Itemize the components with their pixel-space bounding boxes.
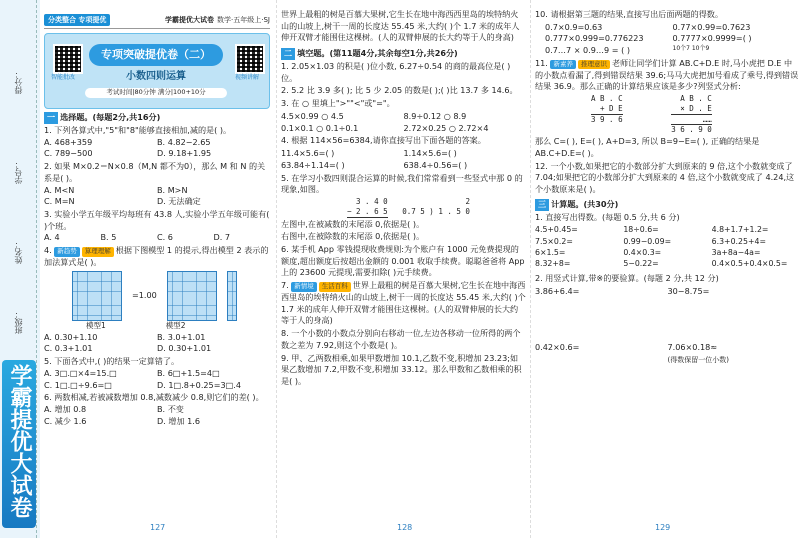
series-name: 学霸提优大试卷 <box>165 16 215 24</box>
grid-model-2-part <box>227 271 237 321</box>
fill-question: 7. 新情境 生活百科 世界上最粗的树是百慕大果树,它生长在地中海西西里岛的埃特纳火山的山坡上,树干一周的长度达 55.45 米,大约( )个 1.7 米的成年人伸开双臂才能围住这棵树。(人的双臂伸展的长大约等于人的身高) <box>281 280 526 326</box>
topbar <box>44 14 270 29</box>
fill-question: 5. 在学习小数四则混合运算的时候,我们常常看到一些竖式中那 0 的现象,如图。 <box>281 172 523 195</box>
qr-code-icon[interactable] <box>235 44 265 74</box>
name-field[interactable]: 姓名： <box>14 240 24 264</box>
fill-line: 左图中,在被减数的末尾添 0,依据是( )。 <box>281 218 425 229</box>
question: 1. 下列各算式中,"5"和"8"能够直接相加,减的是( )。 A. 468+359 B. 4.82−2.65 C. 789−500 D. 9.18+1.95 <box>44 124 232 159</box>
question: 5. 下面各式中,( )的结果一定算错了。 A. 3□.□×4=15.□ B. 6□+1.5=4□ C. 1□.□÷9.6=□ D. 1□.8+0.25=3□.4 <box>44 356 242 390</box>
fill-line: 那么 C=( ), E=( ), A+D=3, 所以 B=9−E=( ), 正确的结果是 AB.C+D.E=( )。 <box>535 136 760 158</box>
header-box <box>44 33 270 109</box>
qr-code-icon[interactable] <box>53 44 83 74</box>
product-items: 11.4×5.6=( ) 1.14×5.6=( ) 63.84÷1.14=( ) 638.4÷0.56=( ) <box>281 148 468 170</box>
page-number: 128 <box>397 523 413 533</box>
grid-model-2 <box>167 271 217 321</box>
exam-info: 考试时间|80分钟 满分|100+10分 <box>85 88 227 97</box>
fill-question: 3. 在 ○ 里填上">""<"或"="。 <box>281 98 395 109</box>
column-calc-row: 0.42×0.6= 7.06×0.18≈ (得数保留一位小数) <box>535 342 729 364</box>
question: 2. 如果 M×0.2＝N×0.8（M,N 都不为0），那么 M 和 N 的关系是( )。 A. M<N B. M>N C. M=N D. 无法确定 <box>44 161 266 207</box>
student-id-field[interactable]: 学号： <box>14 160 24 184</box>
grade-label: 数学·五年级上·SJ <box>217 16 270 24</box>
page-middle <box>276 0 526 538</box>
grid-model-1 <box>72 271 122 321</box>
section-heading: 一 选择题。(每题2分,共16分) <box>44 112 270 124</box>
question: 6. 两数相减,若被减数增加 0.8,减数减少 0.8,则它们的差( )。 A. 增加 0.8 B. 不变 C. 减少 1.6 D. 增加 1.6 <box>44 392 264 426</box>
model-figure: =1.00 <box>72 271 270 321</box>
compare-items: 4.5×0.99 ○ 4.5 8.9÷0.12 ○ 8.9 0.1×0.1 ○ 0.1÷0.1 2.72×0.25 ○ 2.72×4 <box>281 110 489 133</box>
score-field[interactable]: 得分： <box>14 70 24 94</box>
question: 3. 实验小学五年级平均每班有 43.8 人,实验小学五年级可能有( )个班。 A. 4 B. 5 C. 6 D. 7 <box>44 209 270 243</box>
qr-caption-left: 智能批改 <box>51 74 76 82</box>
fill-question: 1. 2.05×1.03 的积是( )位小数, 6.27÷0.54 的商的最高位是( )位。 <box>281 60 511 83</box>
binding-margin <box>0 0 40 538</box>
fill-question: 6. 某手机 App 零钱提现收费规则:为个账户有 1000 元免费提现的额度,超出额度后按超出金额的 0.001 收取手续费。聪聪爸爸将 App 上的 23600 元提现,需要扣除( )元手续费。 <box>281 243 525 278</box>
fill-question: 8. 一个小数的小数点分别向右移动一位,左边各移动一位所得的两个数之差为 7.92,则这个小数是( )。 <box>281 328 521 350</box>
calc-instruction: 1. 直接写出得数。(每题 0.5 分,共 6 分) <box>535 211 680 222</box>
column-calc-row: 3.86+6.4= 30−8.75= <box>535 286 710 297</box>
pattern-items: 0.7×0.9=0.63 0.77×0.99=0.7623 0.777×0.999=0.776223 0.7777×0.9999=( ) 0.7…7 × 0.9…9 = ( ) 10个7 10个9 <box>545 21 752 56</box>
calc-instruction: 2. 用竖式计算,带※的要验算。(每题 2 分,共 12 分) <box>535 273 719 284</box>
brand-logo: 学霸提优大试卷 <box>2 360 36 528</box>
fill-question: 12. 一个小数,如果把它的小数部分扩大到原来的 9 倍,这个小数就变成了 7.04;如果把它的小数部分扩大到原来的 4 倍,这个小数就变成了 4.24,这个小数原来是( )。 <box>535 160 795 195</box>
page-right <box>530 0 800 538</box>
page-number: 129 <box>655 523 671 533</box>
mental-calc-table: 4.5+0.45= 18÷0.6= 4.8+1.7+1.2= 7.5×0.2= 0.99−0.09= 6.3+0.25+4= 6×1.5= 0.4×0.3= 3a+8a−4a= 8.32+8= 5−0.22= 0.4×0.5+0.4×0.5= <box>535 225 788 269</box>
section-heading: 二 填空题。(第11题4分,其余每空1分,共26分) <box>281 48 526 60</box>
fill-question: 10. 请根据第三题的结果,直接写出后面两题的得数。 <box>535 9 723 19</box>
fill-question: 2. 5.2 比 3.9 多( ); 比 5 少 2.05 的数是( );( )比 13.7 多 14.6。 <box>281 85 518 96</box>
fill-question: 4. 根据 114×56=6384,请你直接写出下面各题的答案。 <box>281 135 486 146</box>
page-left <box>0 0 272 538</box>
question: 4. 新趋势 算理理解 根据下图模型 1 的提示,得出模型 2 表示的加法算式是( )。 =1.00 模型1 模型2 A. 0.30+1.10 B. 3.0+1.01 C. 0.3+1.01 D. 0.30+1.01 <box>44 245 269 354</box>
exam-title: 专项突破提优卷（二） <box>89 44 223 66</box>
class-field[interactable]: 班级： <box>14 310 24 334</box>
cut-line <box>36 0 37 538</box>
fill-line: 右图中,在被除数的末尾添 0,依据是( )。 <box>281 231 425 242</box>
vertical-calcs: A B . C + D E 3 9 . 6 A B . C × D . E …… 3 6 . 9 0 <box>591 94 712 135</box>
exam-subtitle: 小数四则运算 <box>126 71 186 83</box>
fill-question: 11. 新素养 推理意识 老师让同学们计算 AB.C+D.E 时,马小虎把 D.E 中的小数点看漏了,得到错误结果 39.6;马马大虎把加号看成了乘号,得到错误结果 36.9。那么正确的计算结果应该是多少?列竖式分析: <box>535 57 799 92</box>
question: 世界上最粗的树是百慕大果树,它生长在地中海西西里岛的埃特纳火山的山坡上,树干一周的长度达 55.45 米,大约( )个 1.7 米的成年人伸开双臂才能围住这棵树。(人的双臂伸展的长大约等于人的身高) <box>281 9 520 43</box>
qr-caption-right: 视频讲解 <box>235 74 260 82</box>
fill-question: 9. 甲、乙两数相乘,如果甲数增加 10.1,乙数不变,积增加 23.23;如果乙数增加 7.2,甲数不变,积增加 33.12。那么甲数和乙数相乘的积是( )。 <box>281 352 522 387</box>
vertical-calcs: 3 . 4 0 − 2 . 6 5 2 0.7 5 ) 1 . 5 0 <box>347 197 470 216</box>
category-tag: 分类整合 专项提优 <box>44 14 110 26</box>
page-number: 127 <box>150 523 166 533</box>
section-heading: 三 计算题。(共30分) <box>535 199 800 211</box>
